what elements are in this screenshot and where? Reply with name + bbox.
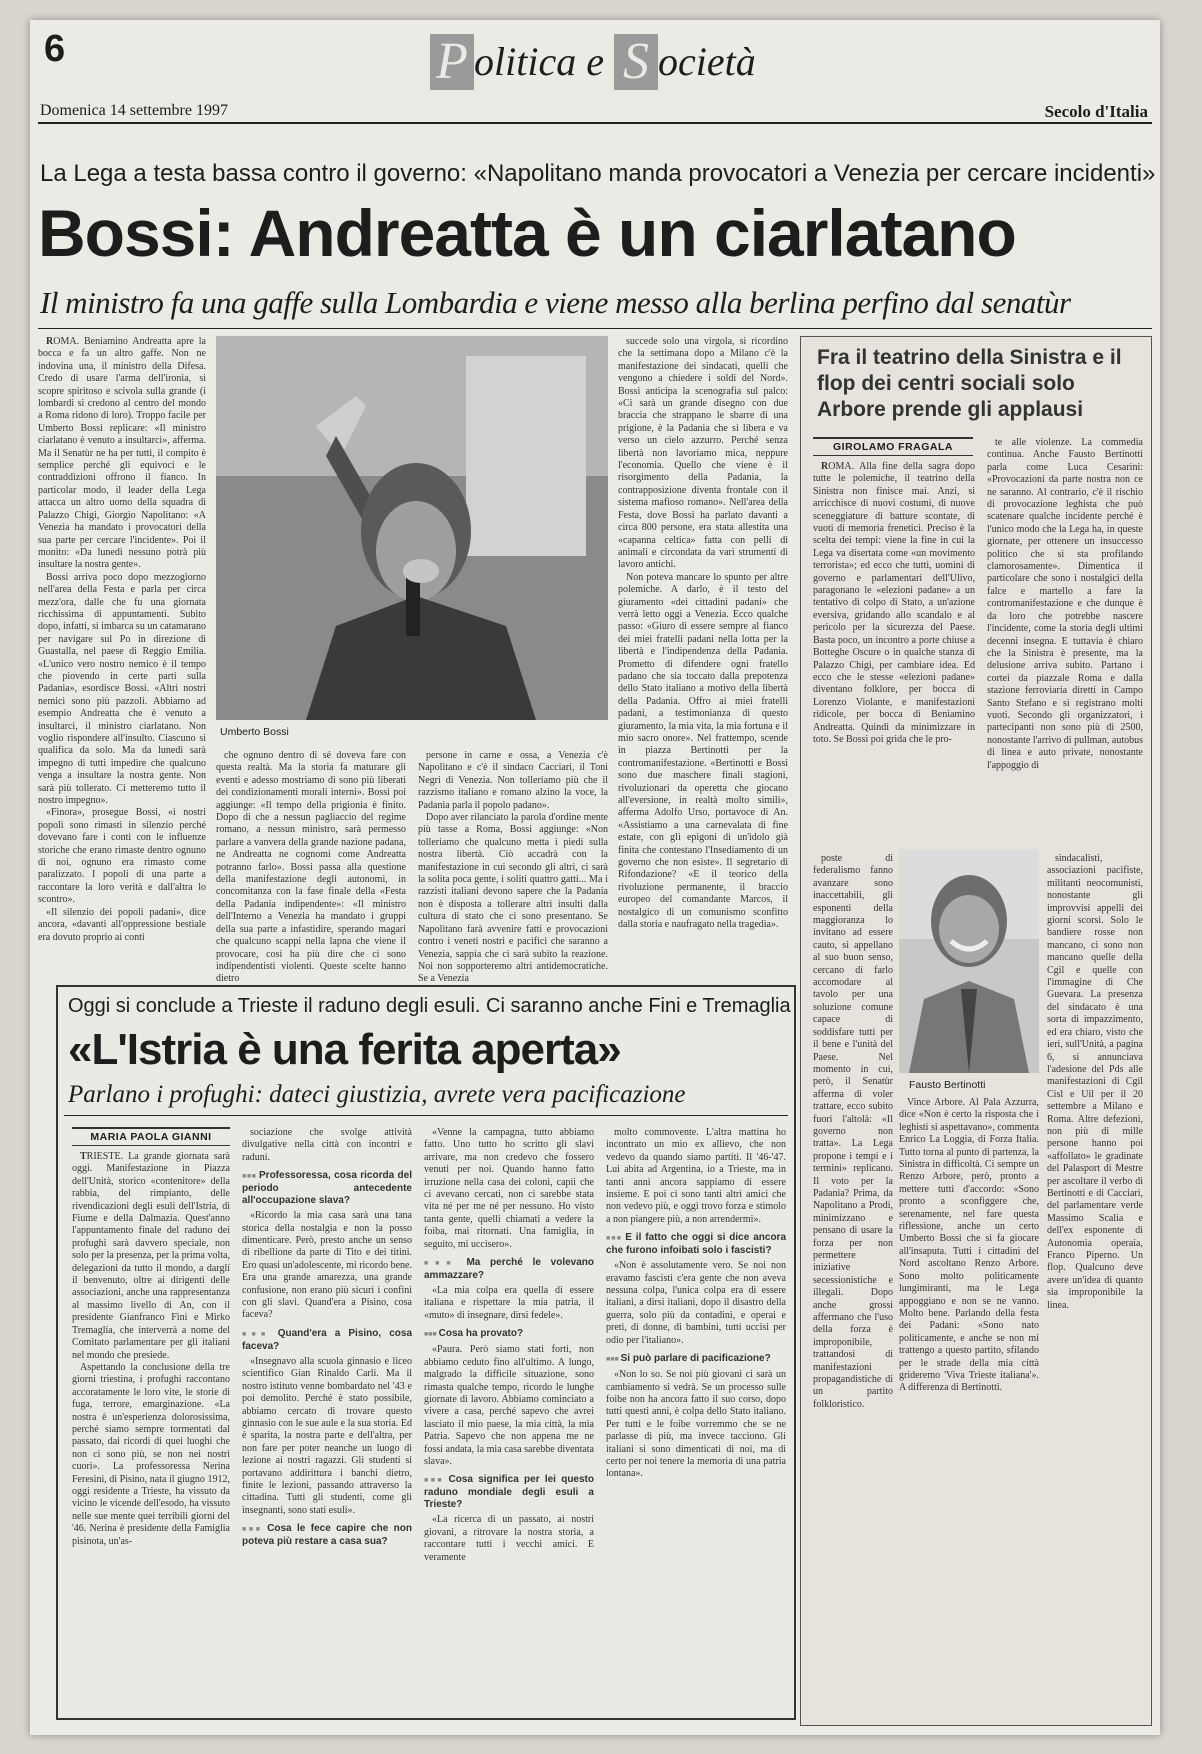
bossi-photo-illustration [216, 336, 608, 720]
main-col1-para: «Il silenzio dei popoli padani», dice ancora, «davanti all'oppressione bestiale era dovuto proprio ai conti [38, 906, 206, 943]
masthead-rule [38, 122, 1152, 124]
main-col4-para: Non poteva mancare lo spunto per altre polemiche. A darlo, è il testo del giuramento «dei cittadini padani» che verrà letto oggi a Venezia. Ecco qualche passo: «Giuro di essere sempre al fianco dei miei fratelli padani nella lotta per la libertà e l'indipendenza della Padania. Prometto di difendere ogni fratello padano che sia toccato dalla prepotenza dello Stato italiano a motivo della libertà della Padania. Offro ai miei fratelli padani, a testimonianza di questo giuramento, la mia vita, la mia fortuna e il mio sacro onore». Nel frattempo, scende in piazza Bertinotti per la contromanifestazione. «Bertinotti e Bossi sono due maschere finali stagioni, rivoluzionari da operetta che giocano all'eversione, in realtà molto simili», afferma Adolfo Urso, portavoce di An. «Assistiamo a una carnevalata di fine estate, con gli epigoni di un'idolo già finita che contestano l'Insediamento di un governo che non esiste». Il segretario di Rifondazione? «E il teorico della rivoluzione permanente, il braccio europeo del comandante Marcos, il nostalgico di un comunismo sconfitto dalla storia e naufragato nella tragedia». [618, 571, 788, 931]
main-col1-para: Bossi arriva poco dopo mezzogiorno nell'area della Festa e parla per circa mezz'ora, dalle che fu una giornata ricchissima di appuntamenti. Subito dopo, infatti, si imbarca su un catamarano per navigare sul Po in direzione di Guastalla, nel paese di Reggio Emilia. «L'unico vero nostro nemico è il tempo che piovendo in certe parti sulla Padania», esordisce Bossi. «Altri nostri nemici sono più pazzoli. Abbiamo ad esempio Andreatta che è venuto a insultarci, il ministro ciarlatano. Non voglio rispondere all'insulto. Ciascuno si qualifica da solo. Ma da lunedì sarà impegno di tutti impedire che qualcuno venga a insultare la nostra gente. Non sarà più tollerato. Ci metteremo tutto il nostro impegno». [38, 571, 206, 807]
sidebar-col1-para: poste di federalismo fanno avanzare sono inaccettabili, gli esponenti della maggioranza lo invitano ad essere cauto, si appellano al suo buon senso, cercano di farlo accomodare al tavolo per una soluzione comune capace di soddisfare tutti per il bene e l'unità del Paese. Nel momento in cui, però, il Senatùr afferma di voler trattare, ecco subito fuori l'altolà: «Il governo non tratta». La Lega propone i tempi e i termini» replicano. Il voto per la Padania? Prima, da Napolitano a Prodi, minimizzano e pensano di usare la forza per non permettere iniziative secessionistiche e illegali. Dopo anche grossi affermano che l'uso della forza è improponibile, trattandosi di manifestazioni propagandistiche di un partito folkloristico. [813, 853, 893, 1410]
istria-col3-para: «Venne la campagna, tutto abbiamo fatto. Uno tutto ho scritto gli slavi arrivare, ma non credevo che fossero venuti per noi. Quando hanno fatto irruzione nella casa dei coloni, capii che ci avevano cercati, non ci sarebbe stata vita né per me né per nessuno. Ho visto tanta gente, quelli chiamati a vedere la foiba, mai ritornati. Una famiglia, in seguito, mi uccisero». [424, 1127, 594, 1250]
newspaper-page [30, 20, 1160, 1735]
sidebar-column-2 [987, 437, 1143, 849]
main-col4-para: succede solo una virgola, si ricordino che la settimana dopo a Milano c'è la manifestazione dei sindacati, quelli che vengono a chiedere i soldi del Nord». Bossi anticipa la scenografia sul palco: «Ci sarà un grande disegno con due braccia che strappano le sbarre di una prigione, è la Padania che si libera e va verso un cielo azzurro. Perché senza libertà non lavoriamo mica, neppure l'economia. Quello che viene è il risorgimento della Padania, la contrapposizione diventa frontale con il sistema mafioso romano». Nell'area della Festa, dove Bossi ha parlato davanti a circa 800 persone, era stata allestita una «capanna celtica» fatta con pelli di animali e circondata da vari strumenti di lavoro antichi. [618, 336, 788, 571]
sidebar-column-1 [813, 461, 975, 851]
istria-headline: «L'Istria è una ferita aperta» [68, 1025, 621, 1074]
istria-col4-para: molto commovente. L'altra mattina ho incontrato un mio ex allievo, che non vedevo da quando siamo partiti. Il '46-'47. Lui abita ad Argentina, io a Trieste, ma in tanti anni ancora sappiamo di essere insieme. E poi ci sono tanti altri amici che non vedevo più, e oggi trovo forza e stimolo a non piangere più, a non arrendermi». [606, 1127, 786, 1225]
istria-col1-para: TRIESTE. La grande giornata sarà oggi. Manifestazione in Piazza dell'Unità, storico «contenitore» della rabbia, del rimpianto, delle rivendicazioni degli esuli dell'Istria, di Fiume e della Dalmazia. Quest'anno l'appuntamento finale del raduno dei profughi sarà davvero speciale, non solo per la presenza, per la prima volta, delegazioni da tutto il mondo, a darglí il benvenuto, oltre ai dirigenti delle associazioni, anche una rappresentanza al massimo livello di An, con il presidente Gianfranco Fini e Mirko Tremaglia, che interverrà a nome del Comitato parlamentare per gli italiani nel mondo che presiede. [72, 1151, 230, 1361]
istria-column-2 [242, 1127, 412, 1711]
main-column-2 [216, 750, 406, 985]
istria-question: ■■■ Si può parlare di pacificazione? [606, 1353, 786, 1366]
istria-col2-para: sociazione che svolge attività divulgative nella città con incontri e raduni. [242, 1127, 412, 1163]
section-word-societa: ocietà [657, 39, 756, 84]
main-col1-para: ROMA. Beniamino Andreatta apre la bocca e fa un altro gaffe. Non ne indovina una, il ministro della Difesa. Credo di usare l'arma dell'ironia, si scopre spiritoso e scivola sulla grande (i lombardi si credono al centro del mondo a Roma ridono di loro). Troppo facile per Umberto Bossi replicare: «Il ministro ciarlatano è venuto a insultarci», afferma. Ma il Senatùr ne ha per tutti, il compito è semplice perché gli equivoci e le contraddizioni offrono il fianco. In particolar modo, il leader della Lega attacca un altro uomo della squadra di Palazzo Chigi, Giorgio Napolitano: «A Venezia ha mandato i provocatori della sua parte per cercare l'incidente». Poi il monito: «Da lunedì nessuno potrà più insultare la nostra gente». [38, 336, 206, 571]
page-number: 6 [44, 28, 66, 70]
istria-col2-para: «Ricordo la mia casa sarà una tana storica della nostalgia e non la posso dimenticare. Però, presto anche un senso di ribellione da parte di Tito e dei titini. Ero quasi un'adolescente, mi ricordo bene. Era una grande amarezza, una grande confusione, non erano più sicuri i confini con gli slavi. Quand'era a Pisino, cosa faceva? [242, 1210, 412, 1321]
istria-col2-para: «Insegnavo alla scuola ginnasio e liceo scientifico Gian Rinaldo Carli. Ma il nostro istituto venne bombardato nel '43 e poi demolito. Perché è stato possibile, abbiamo cercato di trovare questo ginnasio con le sue aule e la sua storia. Ed è sparita, la nostra parte e dell'altra, per non fare per poter neanche un luogo di lezione ai nostri ragazzi. Gli studenti si portavano addirittura i banchi dietro, finite le lezioni, passando attraverso la cittadina. Tutti gli studenti, come gli insegnanti, sono stati esuli». [242, 1355, 412, 1516]
section-initial-p: P [430, 34, 474, 90]
sidebar-title: Fra il teatrino della Sinistra e il flop dei centri sociali solo Arbore prende gli applausi [817, 346, 1122, 421]
bertinotti-photo-caption: Fausto Bertinotti [909, 1079, 986, 1091]
istria-col3-para: «Paura. Però siamo stati forti, non abbiamo ceduto fino all'ultimo. A lungo, malgrado la difficile situazione, sono rimasta qualche tempo, ricordo le lunghe giornate di lavoro. Abbiamo cominciato a vivere a casa, perché sapevo che avrei lasciato il mio paese, la mia città, la mia Patria. Sapevo che non appena me ne fossi andata, la mia casa sarebbe diventata slava». [424, 1344, 594, 1467]
main-col3-para: Dopo aver rilanciato la parola d'ordine mente più tasse a Roma, Bossi aggiunge: «Non tolleriamo che qualcuno metta i piedi sulla nostra libertà. Ciò accadrà con la manifestazione in cui secondo gli altri, ci sarà la solita poca gente, i soliti quattro gatti... Ma i razzisti italiani devono sapere che la Padania non è disposta a tollerare altri insulti dalla cultura di stato che ci sono presentano. Se Napolitano farà avvenire fatti e provocazioni contro i veneti nostri e pacifici che saranno a Venezia, sappia che ci sarà subito la reazione. Noi non sopporteremo altri antidemocratiche. Se a Venezia [418, 812, 608, 985]
istria-question: ■■■ Quand'era a Pisino, cosa faceva? [242, 1328, 412, 1353]
main-column-3 [418, 750, 608, 985]
main-column-1 [38, 336, 206, 971]
istria-article [56, 985, 796, 1720]
main-subheadline: Il ministro fa una gaffe sulla Lombardia e viene messo alla berlina perfino dal senatùr [40, 285, 1071, 320]
istria-column-3 [424, 1127, 594, 1711]
istria-col1-para: Aspettando la conclusione della tre giorni triestina, i profughi raccontano accoratamente le loro vite, le storie di fuga, terrore, emarginazione. «La nostra è un'esperienza dolorosissima, perché siamo sempre tormentati dal passato, dai ricordi di quei luoghi che non ci sono più, se non nei nostri cuori». La professoressa Nerina Feresini, di Pisino, nata il giugno 1912, oggi residente a Trieste, ha vissuto da vicino le vicende dell'esodo, ha vissuto nelle sue mente quei terribili giorni del '46. Nerina è presidente della Famiglia pisinota, un'as- [72, 1361, 230, 1547]
main-col1-para: «Finora», prosegue Bossi, «i nostri popoli sono rimasti in silenzio perché dovevano fare i conti con le influenze storiche che erano rimaste dentro ognuno di noi, ognuno era rimasto come paralizzato. I popoli di una parte a raccontare la loro verità e dall'altra lo scontro». [38, 807, 206, 906]
sidebar-byline: GIROLAMO FRAGALA [813, 437, 973, 456]
istria-col3-para: «La mia colpa era quella di essere italiana e rispettare la mia patria, il «muto» di insegnare, dirsi fedele». [424, 1285, 594, 1321]
bertinotti-photo-illustration [899, 849, 1039, 1073]
headline-rule [38, 328, 1152, 329]
newspaper-name: Secolo d'Italia [1044, 102, 1148, 121]
istria-col4-para: «Non lo so. Se noi più giovani ci sarà un cambiamento si vedrà. Se un processo sulle foibe non ha ancora fatto il suo corso, dopo tutti questi anni, è colpa dello Stato italiano. Per tutti e le foibe vorremmo che se ne parlasse di più, ma invece tacciono. Gli italiani si sono dimenticati di noi, ma di certo per noi tenere la memoria di una patria lontana». [606, 1369, 786, 1480]
sidebar-column-2b [1047, 853, 1143, 1713]
sidebar-col2-para: sindacalisti, associazioni pacifiste, militanti neocomunisti, nonostante gli improvvisi appelli dei giorni scorsi. Solo le bandiere rosse non mancano, ci sono non mancano quelle della Cgil e quelle con l'immagine di Che Guevara. La presenza del sindacato è una sorta di impazzimento, ed era chiaro, visto che ieri, sull'Unità, a pagina 6, si annunciava l'adesione del Pds alle manifestazioni di Cgil Cisl e Uil per il 20 settembre a Milano e Roma. Altre defezioni, non più di mille persone hanno poi «affollato» le gradinate del Palasport di Mestre per ascoltare il verbo di Bertinotti e di Cacciari, del parlamentare verde Massimo Scalia e dell'ex esponente di Autonomia operaia, Franco Piperno. Un flop. Qualcuno deve avere un'idea di quanto sia improponibile la linea. [1047, 853, 1143, 1311]
section-initial-s: S [614, 34, 658, 90]
main-col2-para: che ognuno dentro di sé doveva fare con questa realtà. Ma la storia fa maturare gli eventi e adesso mostriamo di sono più liberati dei condizionamenti morali interni». Bossi poi aggiunge: «Il tempo della prigionia è finito. Dopo di che a nessun pagliaccio del regime romano, a nessun ministro, sarà permesso parlare a vanvera della grande nazione padana, ne Andreatta ne cognomi come Andreatta potranno farlo». Bossi passa alla questione della manifestazione degli autonomi, in concomitanza con la fase finale della «Festa della Padania indipendente»: «Il ministro dell'Interno a Venezia ha mandato i gruppi della sua parte a infastidire, sperando magari che qualcuno scappi nella lapna che viene il provocare, così ha più dire che ci sono indipendentisti violenti. Queste scelte hanno dietro [216, 750, 406, 985]
bossi-photo [216, 336, 608, 720]
istria-question: ■■■ Cosa ha provato? [424, 1328, 594, 1341]
section-title [430, 34, 850, 92]
section-word-politica: olitica e [474, 39, 614, 84]
sidebar-col-text: Vince Arbore. Al Pala Azzurra, dice «Non è certo la risposta che i leghisti si aspettavano», commenta Enrico La Loggia, di Forza Italia. Tutto torna al punto di partenza, la Sinistra in difficoltà. Ci sempre un Renzo Arbore, però, pronto a mettere tutti d'accordo: «Sono pronto a sconfiggere che, serenamente, nel fare questa riflessione, anche un certo Umberto Bossi che si fa giocare all'insaputa. Tutti i cittadini del Nord ascoltano Renzo Arbore. Sono molto politicamente lungimiranti, ma le Lega appoggiano e non se ne vanno. Molto bene. Parlando della festa dei Padani: «Sono nato politicamente, e anche se non mi trattengo a questo partito, sfilando per le strade della mia città grideremo 'Viva Trieste italiana'». A differenza di Bertinotti. [899, 1097, 1039, 1394]
sidebar-column-1b [813, 853, 893, 1713]
sidebar-col1-para: ROMA. Alla fine della sagra dopo tutte le polemiche, il teatrino della Sinistra non finisce mai. Anzi, si arricchisce di nuovi costumi, di nuove sceneggiature di batture scontate, di vuoti di memoria frenetici. Preciso è la scelta dei tempi: viene la fine in cui la Lega va disertata come «un movimento terrorista»; ed ecco che tutti, uomini di governo e parlamentari dell'Ulivo, paragonano le «elezioni padane» a un tentativo di colpo di Stato, a un'azione eversiva, gridando allo scandalo e al pericolo per la sicurezza del Paese. Basta poco, un incontro a porte chiuse a Botteghe Oscure o in qualche stanza di Palazzo Chigi, per cambiare idea. Ed ecco che le stesse «elezioni padane» diventano folklore, per bocca di Lorenzo Violante, e manifestazioni ridicole, per bocca di Beniamino Andreatta. Quindi da minimizzare in toto. Se Bossi poi grida che le pro- [813, 461, 975, 745]
istria-column-1 [72, 1151, 230, 1711]
bossi-photo-caption: Umberto Bossi [220, 726, 289, 738]
istria-col3-para: «La ricerca di un passato, ai nostri giovani, a ritrovare la nostra storia, a raccontare tutti i vecchi amici. E veramente [424, 1514, 594, 1563]
istria-byline: MARIA PAOLA GIANNI [72, 1127, 230, 1146]
istria-subheadline: Parlano i profughi: dateci giustizia, avrete vera pacificazione [68, 1081, 686, 1108]
istria-question: ■■■ E il fatto che oggi si dice ancora che furono infoibati solo i fascisti? [606, 1232, 786, 1257]
main-kicker: La Lega a testa bassa contro il governo: «Napolitano manda provocatori a Venezia per cercare incidenti» [40, 160, 1156, 187]
main-headline: Bossi: Andreatta è un ciarlatano [38, 196, 1016, 270]
istria-question: ■■■ Cosa le fece capire che non poteva più restare a casa sua? [242, 1523, 412, 1548]
istria-rule [64, 1115, 788, 1116]
sidebar-column-1c [899, 1097, 1039, 1713]
istria-question: ■■■ Professoressa, cosa ricorda del periodo antecedente all'occupazione slava? [242, 1170, 412, 1207]
sidebar-col2-para: te alle violenze. La commedia continua. Anche Fausto Bertinotti parla come Luca Cesarini: «Provocazioni da parte nostra non ce ne saranno. Al contrario, c'è il rischio di provocazione leghista che può scatenare qualche incidente perché è l'unico modo che la Lega ha, in queste giornate, per ottenere un insuccesso politico che si sta profilando clamorosamente». Dimentica il particolare che sono i nostalgici della falce e martello a fare la contromanifestazione e che dunque è da loro che potrebbe nascere l'incidente, come la storia degli ultimi decenni insegna. E tuttavia è chiaro che la Sinistra è presente, ma la delusione arriva subito. Partano i cortei da piazzale Roma e dalla stazione ferroviaria diretti in Campo Santo Stefano e si registrano molti vuoti. Secondo gli organizzatori, i partecipanti non sono più di 2500, nonostante l'arrivo di pullman, autobus di linea e auto private, nonostante l'appoggio di [987, 437, 1143, 771]
bertinotti-photo [899, 849, 1039, 1073]
istria-kicker: Oggi si conclude a Trieste il raduno degli esuli. Ci saranno anche Fini e Tremaglia [68, 995, 791, 1017]
main-col3-para: persone in carne e ossa, a Venezia c'è Napolitano e c'è il sindaco Cacciari, il Toni Negri di Venezia. Non tolleriamo più che il razzismo italiano e romano alzino la voce, la Padania parla il popolo padano». [418, 750, 608, 811]
main-column-4 [618, 336, 788, 971]
istria-question: ■■■ Ma perché le volevano ammazzare? [424, 1257, 594, 1282]
istria-question: ■■■ Cosa significa per lei questo raduno mondiale degli esuli a Trieste? [424, 1474, 594, 1511]
istria-col4-para: «Non è assolutamente vero. Se noi non eravamo fascisti c'era gente che non aveva nessuna colpa, l'unica colpa era di essere italiani, a dirsi italiani, dopo il disastro della guerra, solo più da contadini, e operai e preti, di donne, di bambini, tutti uccisi per odio per l'italiano». [606, 1260, 786, 1346]
istria-column-4 [606, 1127, 786, 1711]
issue-date: Domenica 14 settembre 1997 [40, 102, 228, 119]
sidebar-article [800, 336, 1152, 1726]
